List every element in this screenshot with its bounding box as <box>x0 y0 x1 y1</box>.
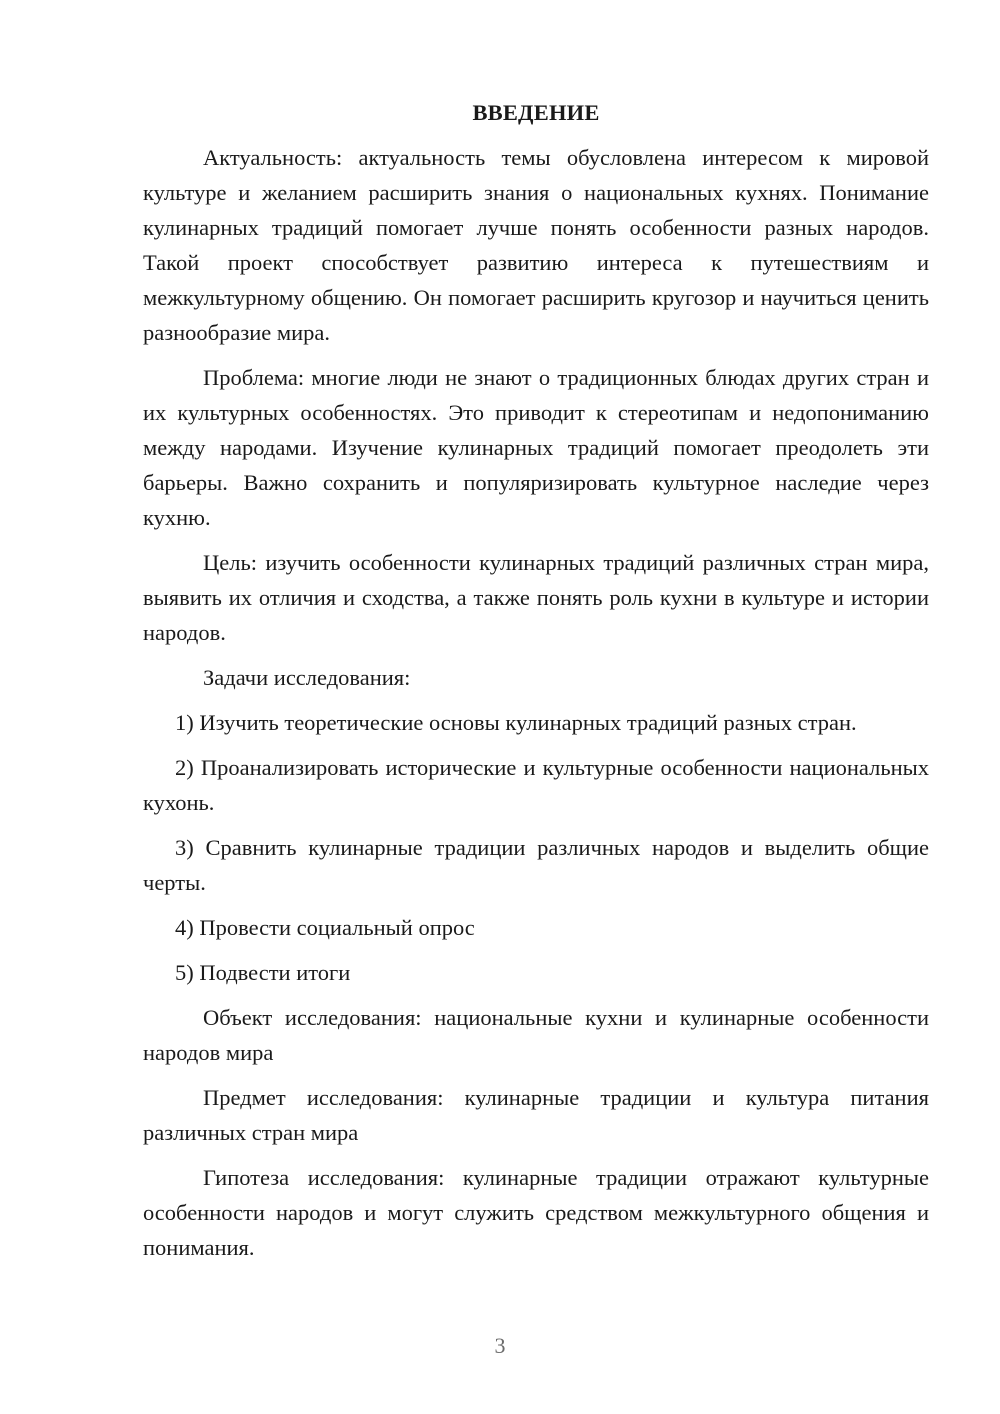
page-body <box>143 95 929 1275</box>
tasks-heading: Задачи исследования: <box>203 665 411 690</box>
task-item-5: 5) Подвести итоги <box>175 960 351 985</box>
research-subject-paragraph: Предмет исследования: кулинарные традиции и культура питания различных стран мира <box>143 1085 929 1145</box>
task-item-1: 1) Изучить теоретические основы кулинарных традиций разных стран. <box>175 710 857 735</box>
research-object-paragraph: Объект исследования: национальные кухни и кулинарные особенности народов мира <box>143 1005 929 1065</box>
relevance-paragraph: Актуальность: актуальность темы обусловлена интересом к мировой культуре и желанием расширить знания о национальных кухнях. Понимание кулинарных традиций помогает лучше понять особенности разных народов. Такой проект способствует развитию интереса к путешествиям и межкультурному общению. Он помогает расширить кругозор и научиться ценить разнообразие мира. <box>143 145 929 345</box>
task-item-3: 3) Сравнить кулинарные традиции различных народов и выделить общие черты. <box>143 835 929 895</box>
task-item-4: 4) Провести социальный опрос <box>175 915 475 940</box>
hypothesis-paragraph: Гипотеза исследования: кулинарные традиции отражают культурные особенности народов и могут служить средством межкультурного общения и понимания. <box>143 1165 929 1260</box>
goal-paragraph: Цель: изучить особенности кулинарных традиций различных стран мира, выявить их отличия и сходства, а также понять роль кухни в культуре и истории народов. <box>143 550 929 645</box>
page-title: ВВЕДЕНИЕ <box>472 100 600 125</box>
task-item-2: 2) Проанализировать исторические и культурные особенности национальных кухонь. <box>143 755 929 815</box>
page-number: 3 <box>494 1333 506 1358</box>
problem-paragraph: Проблема: многие люди не знают о традиционных блюдах других стран и их культурных особенностях. Это приводит к стереотипам и недопониманию между народами. Изучение кулинарных традиций помогает преодолеть эти барьеры. Важно сохранить и популяризировать культурное наследие через кухню. <box>143 365 929 530</box>
